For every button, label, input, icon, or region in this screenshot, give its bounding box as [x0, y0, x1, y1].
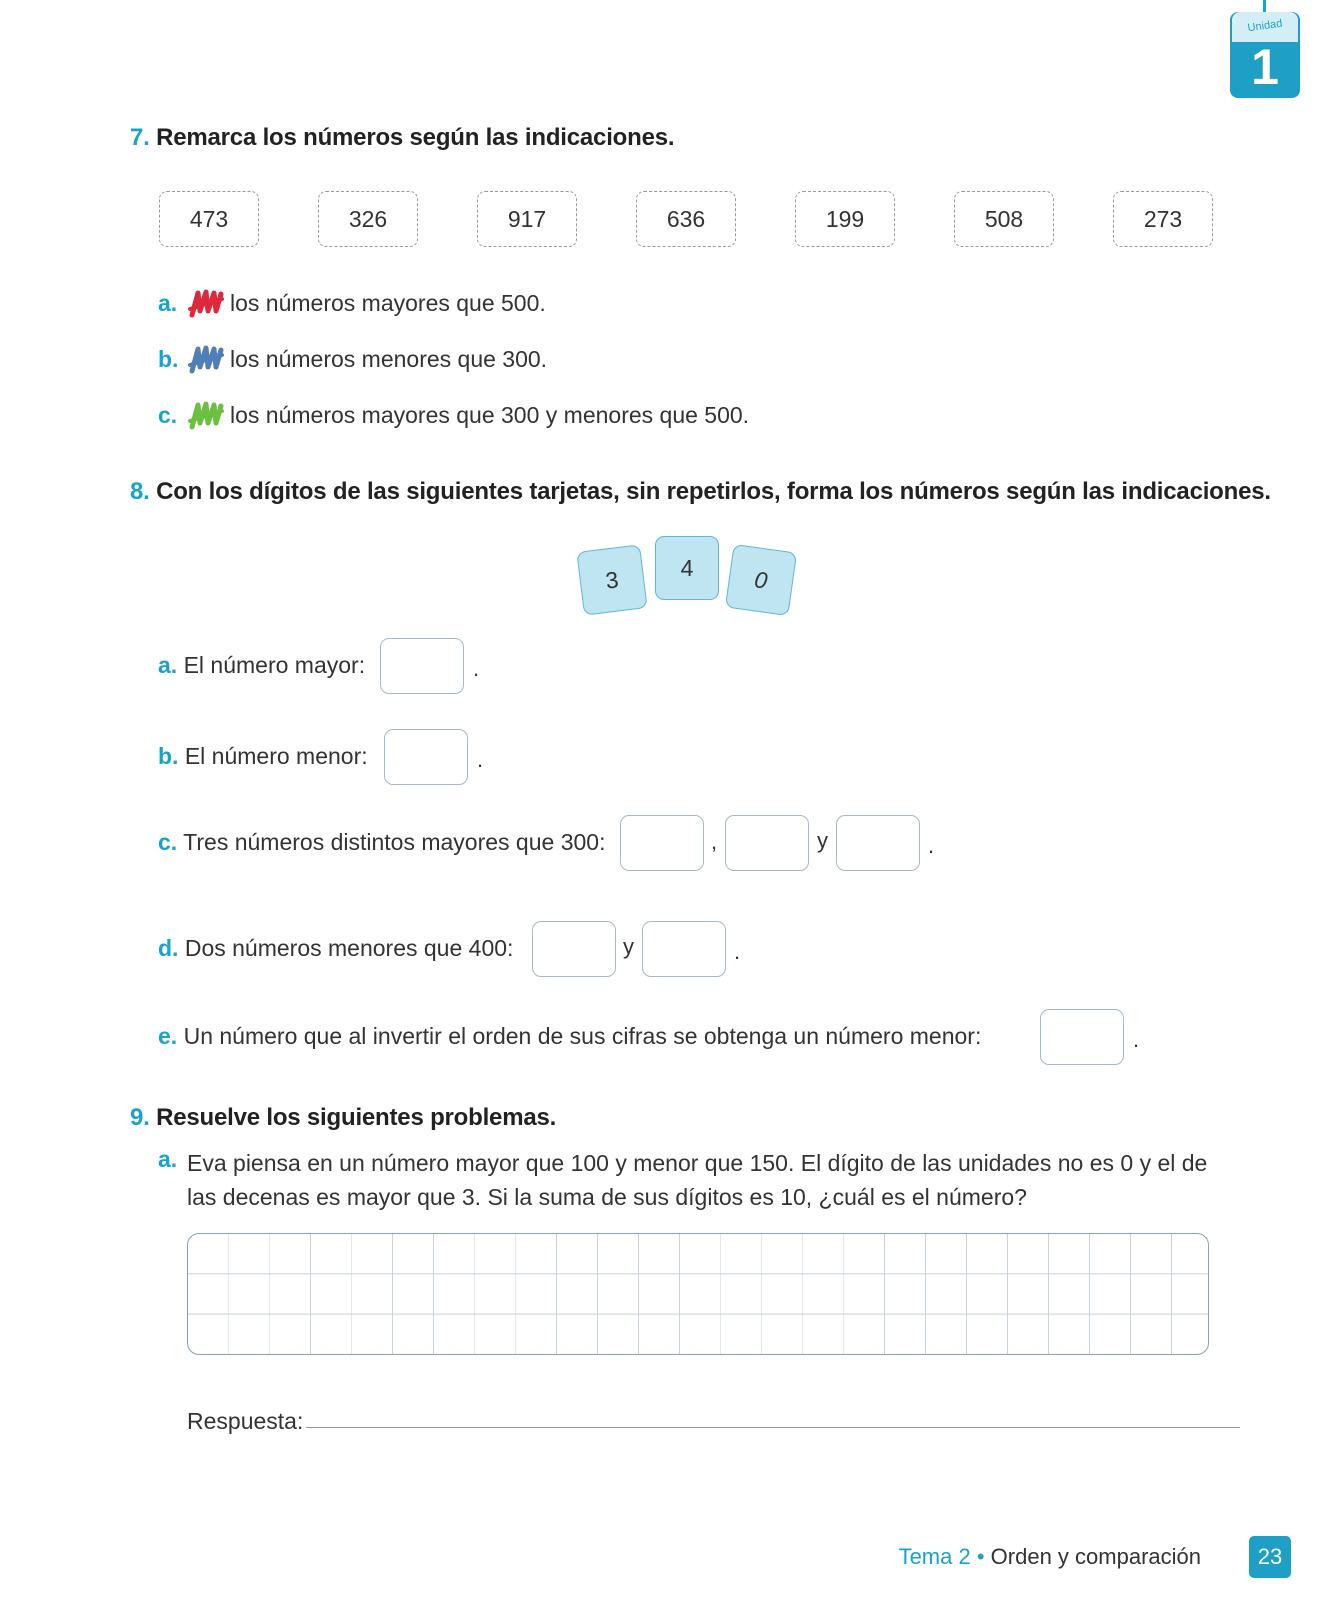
page-number: 23: [1249, 1536, 1291, 1578]
item-text: El número mayor:: [183, 652, 366, 678]
answer-box-over300-3[interactable]: [836, 815, 920, 871]
answer-box-over300-2[interactable]: [725, 815, 809, 871]
q8-item-d: [158, 935, 513, 962]
q7-item-a-text: los números mayores que 500.: [230, 290, 546, 316]
problem-line-2: las decenas es mayor que 3. Si la suma de sus dígitos es 10, ¿cuál es el número?: [187, 1184, 1027, 1210]
answer-line[interactable]: [306, 1427, 1240, 1428]
q7-number: 7.: [130, 124, 150, 151]
unit-number: 1: [1251, 39, 1279, 95]
problem-line-1: Eva piensa en un número mayor que 100 y menor que 150. El dígito de las unidades no es 0 y el de: [187, 1150, 1208, 1176]
number-box[interactable]: 917: [477, 191, 577, 247]
answer-box-reversed[interactable]: [1040, 1009, 1124, 1065]
number-box[interactable]: 636: [636, 191, 736, 247]
q7-item-a: [158, 290, 177, 317]
item-text: Dos números menores que 400:: [184, 935, 514, 961]
q8-heading: [130, 478, 1271, 506]
item-letter: d.: [158, 935, 179, 961]
answer-label: Respuesta:: [187, 1408, 304, 1434]
answer-box-under400-1[interactable]: [532, 921, 616, 977]
q8-item-c: [158, 829, 605, 856]
item-letter: b.: [158, 346, 179, 372]
end-period: .: [1133, 1027, 1140, 1052]
q8-item-a: [158, 652, 365, 679]
separator-y: y: [817, 828, 828, 853]
footer-topic-number: Tema 2: [898, 1544, 971, 1569]
answer-box-greatest[interactable]: [380, 638, 464, 694]
end-period: .: [734, 939, 741, 964]
red-scribble-icon: [188, 289, 224, 321]
answer-box-under400-2[interactable]: [642, 921, 726, 977]
separator-comma: ,: [711, 829, 718, 854]
end-period: .: [473, 656, 480, 681]
item-letter: a.: [158, 290, 178, 316]
q7-item-b-text: los números menores que 300.: [230, 346, 548, 372]
item-text: El número menor:: [184, 743, 368, 769]
digit-card: 4: [655, 536, 719, 600]
item-letter: a.: [158, 1146, 178, 1172]
end-period: .: [928, 833, 935, 858]
unit-tab: [1230, 0, 1300, 100]
item-letter: c.: [158, 402, 178, 428]
number-box[interactable]: 273: [1113, 191, 1213, 247]
q8-item-b: [158, 743, 368, 770]
q8-number: 8.: [130, 478, 150, 505]
q9-number: 9.: [130, 1104, 150, 1131]
q8-title: Con los dígitos de las siguientes tarjetas, sin repetirlos, forma los números según las indicaciones.: [156, 478, 1271, 505]
footer-title: Orden y comparación: [990, 1544, 1201, 1569]
item-letter: e.: [158, 1023, 178, 1049]
green-scribble-icon: [188, 401, 224, 433]
item-text: Un número que al invertir el orden de sus cifras se obtenga un número menor:: [183, 1023, 982, 1049]
q7-item-b: [158, 346, 178, 373]
q8-item-e: [158, 1023, 981, 1050]
item-letter: c.: [158, 829, 178, 855]
item-text: Tres números distintos mayores que 300:: [183, 829, 606, 855]
footer-topic: [899, 1544, 1201, 1570]
number-box[interactable]: 199: [795, 191, 895, 247]
q9-item-a-letter: [158, 1146, 177, 1173]
number-box[interactable]: 508: [954, 191, 1054, 247]
item-letter: b.: [158, 743, 179, 769]
work-grid[interactable]: [187, 1233, 1209, 1355]
q9-item-a-text: [187, 1146, 1237, 1214]
blue-scribble-icon: [188, 345, 224, 377]
end-period: .: [477, 747, 484, 772]
unit-label: Unidad: [1246, 17, 1284, 35]
q7-heading: [130, 124, 674, 152]
q7-item-c: [158, 402, 177, 429]
q9-title: Resuelve los siguientes problemas.: [156, 1104, 557, 1131]
q9-heading: [130, 1104, 556, 1132]
answer-box-smallest[interactable]: [384, 729, 468, 785]
digit-card: 0: [725, 544, 797, 616]
digit-card: 3: [576, 544, 647, 615]
item-letter: a.: [158, 652, 178, 678]
number-box[interactable]: 473: [159, 191, 259, 247]
q7-item-c-text: los números mayores que 300 y menores que 500.: [230, 402, 750, 428]
answer-box-over300-1[interactable]: [620, 815, 704, 871]
q7-title: Remarca los números según las indicaciones.: [156, 124, 675, 151]
number-box[interactable]: 326: [318, 191, 418, 247]
separator-y: y: [623, 934, 634, 959]
footer-bullet: •: [976, 1544, 985, 1569]
